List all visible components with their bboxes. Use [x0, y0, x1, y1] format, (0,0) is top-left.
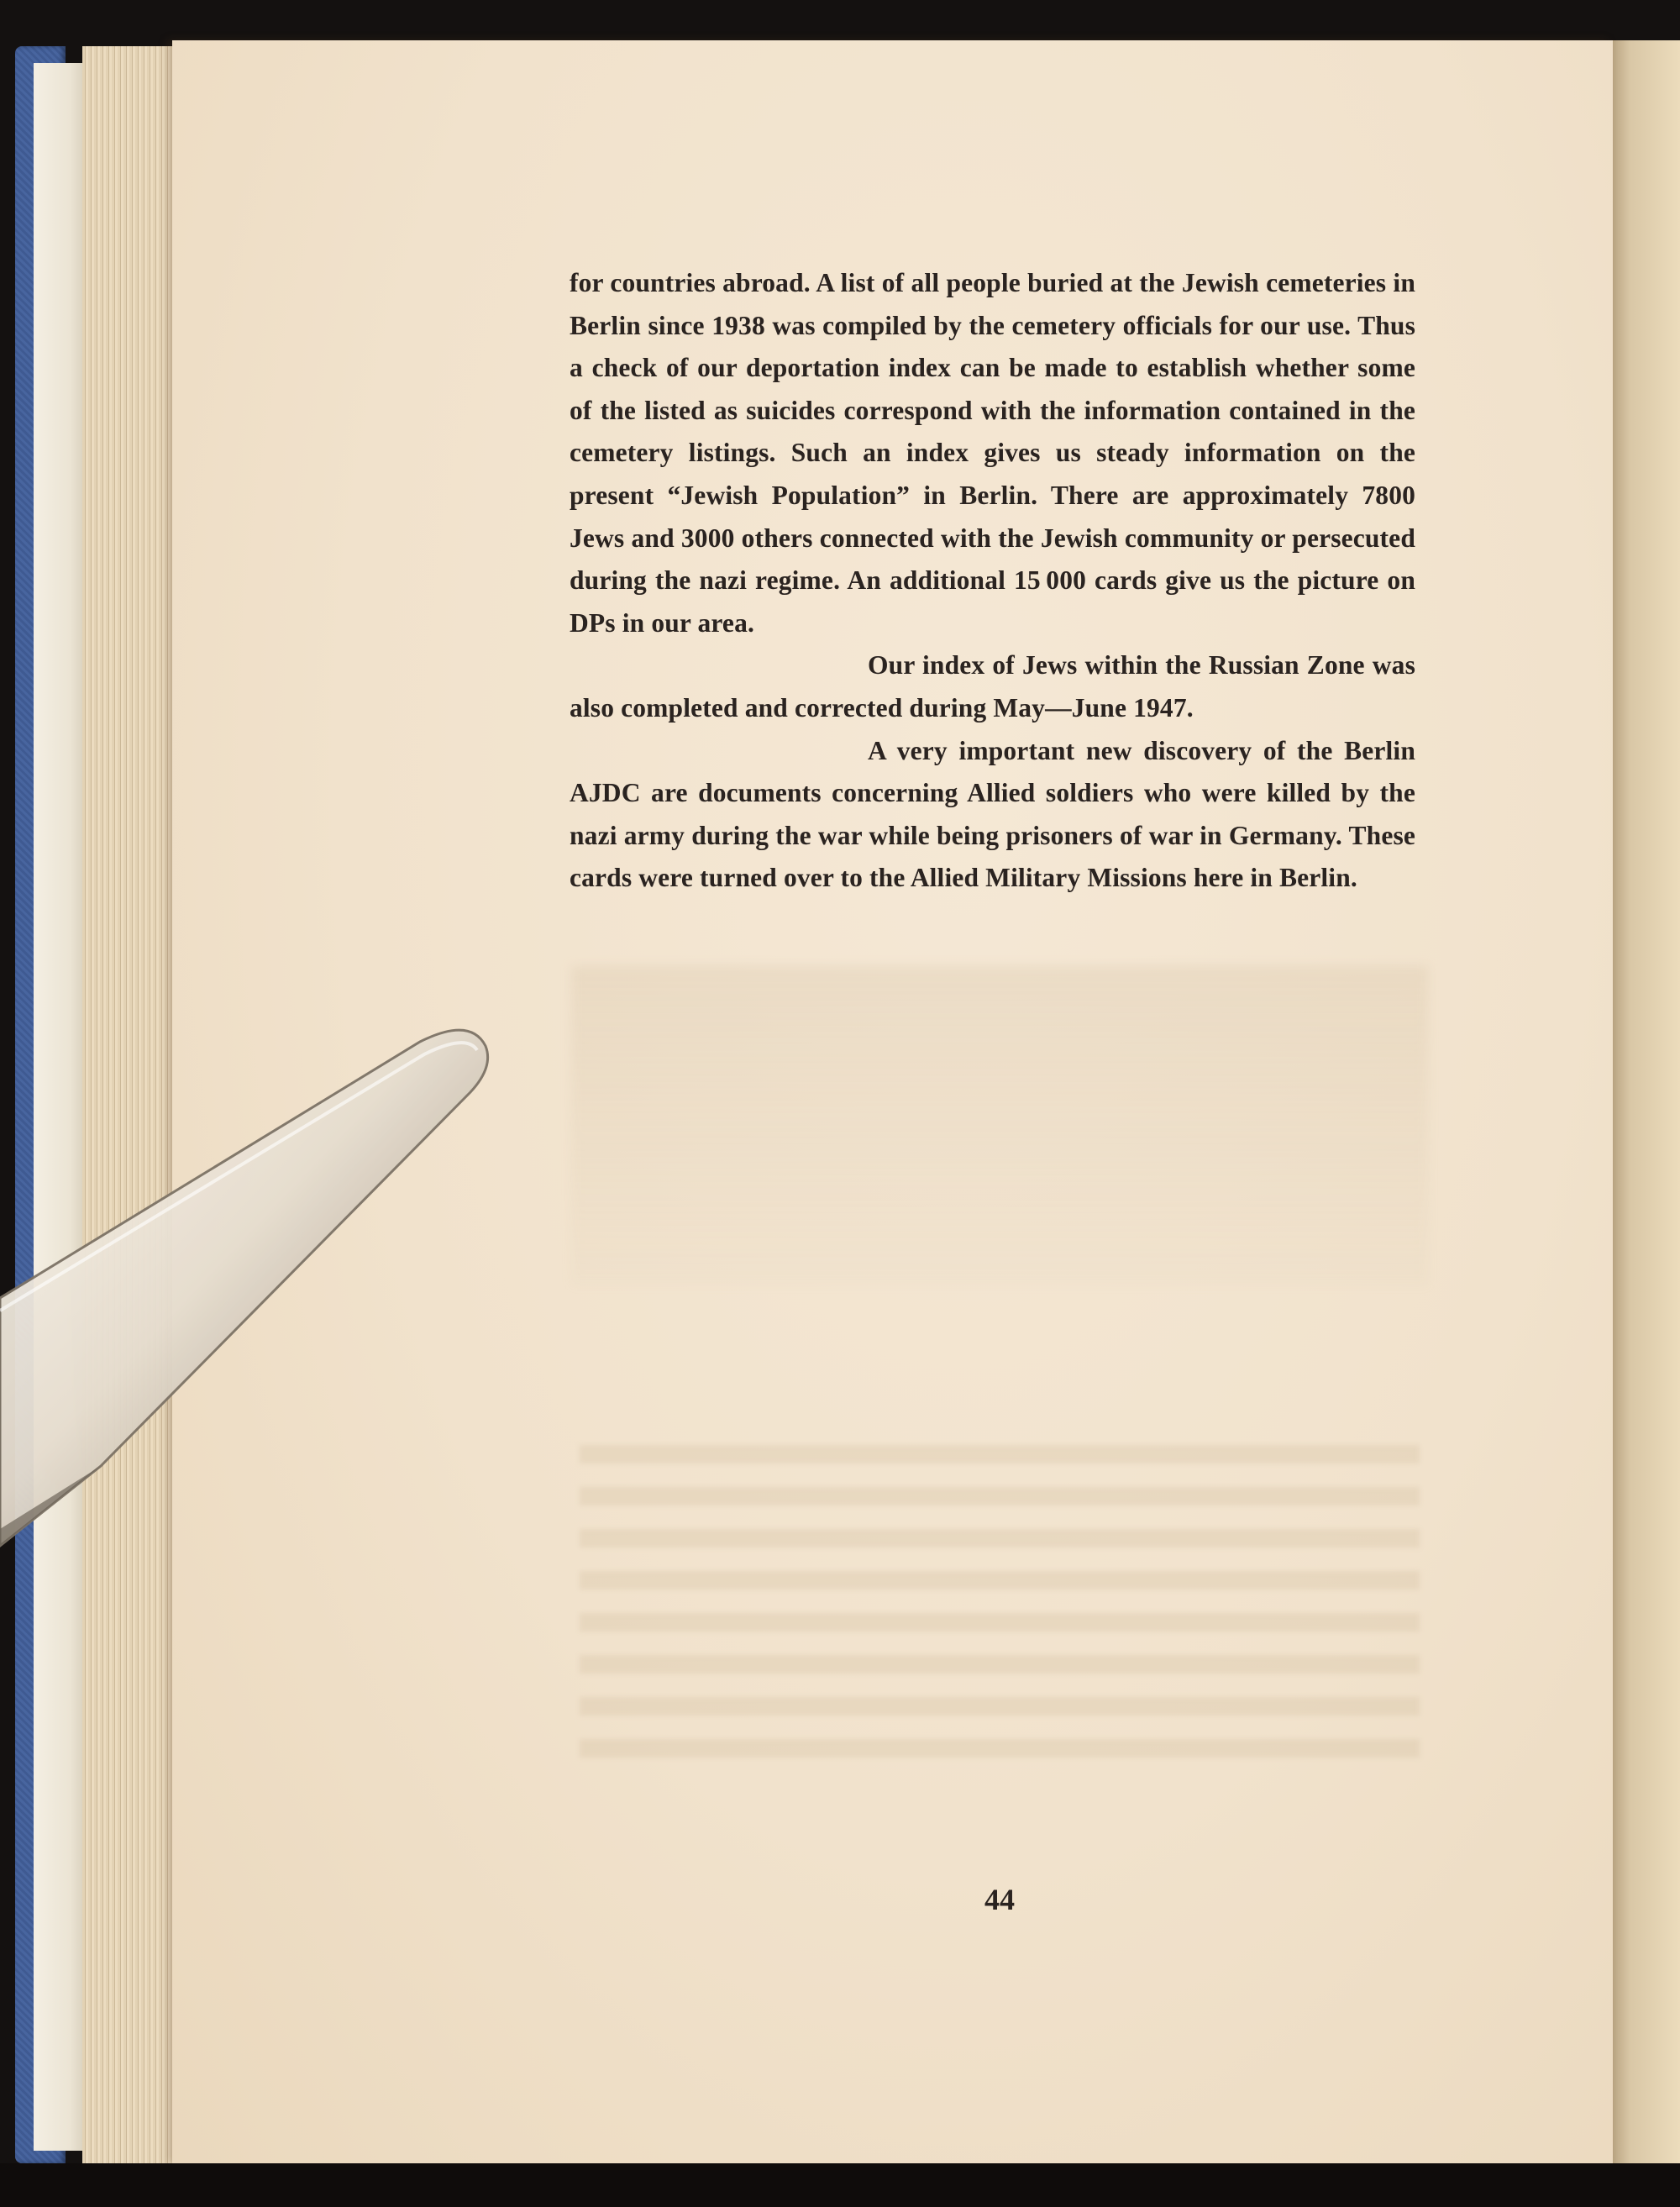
paragraph-cemetery-index: for countries abroad. A list of all people buried at the Jewish cemeteries in Berlin since 1938 was compiled by the cemetery officials for our use. Thus a check of our deportation index can be made to establish whether some of the listed as suicides correspond with the information contained in the cemetery listings. Such an index gives us steady information on the present “Jewish Population” in Berlin. There are approximately 7800 Jews and 3000 others connected with the Jewish community or persecuted during the nazi regime. An additional 15 000 cards give us the picture on DPs in our area.	[570, 268, 1415, 638]
paragraph-allied-soldiers: A very important new discovery of the Berlin AJDC are documents concerning Allied soldiers who were killed by the nazi army during the war while being prisoners of war in Germany. These cards were turned over to the Allied Military Missions here in Berlin.	[570, 735, 1415, 893]
scan-background-bottom	[0, 2163, 1680, 2207]
bleed-through-lines	[580, 1445, 1420, 1764]
next-page-edge	[1609, 40, 1680, 2164]
flyleaf-edge	[34, 63, 86, 2151]
body-text	[570, 262, 1415, 900]
page-number: 44	[984, 1883, 1015, 1916]
bleed-through-area	[571, 966, 1428, 1285]
paragraph-russian-zone: Our index of Jews within the Russian Zone was also completed and corrected during May—June 1947.	[570, 650, 1415, 723]
